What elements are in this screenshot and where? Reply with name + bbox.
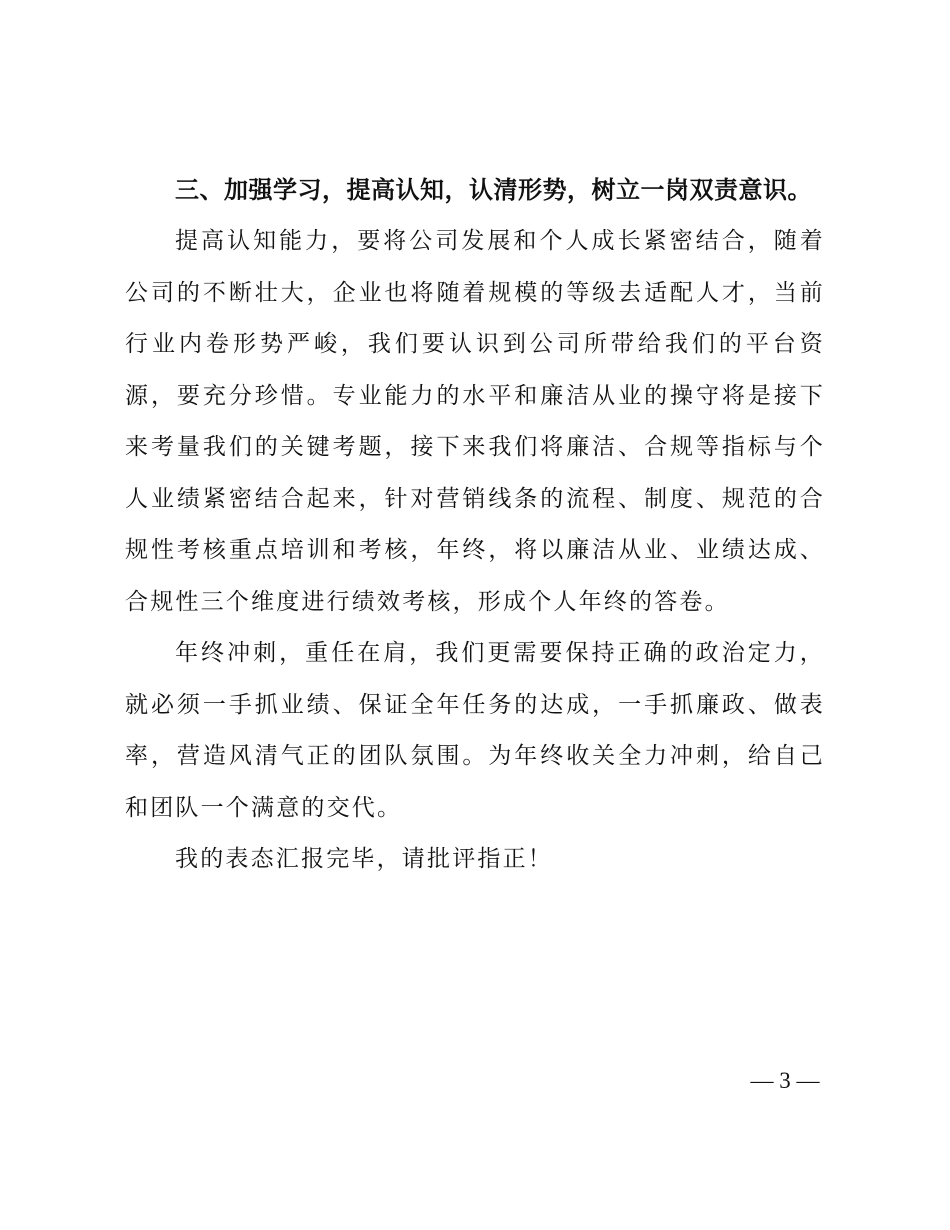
body-paragraph-3: 我的表态汇报完毕，请批评指正！ [175, 846, 553, 872]
page-number: — 3 — [750, 1068, 820, 1093]
section-heading: 三、加强学习，提高认知，认清形势，树立一岗双责意识。 [175, 176, 812, 204]
body-paragraph-2: 年终冲刺，重任在肩，我们更需要保持正确的政治定力，就必须一手抓业绩、保证全年任务的达成，一手抓廉政、做表率，营造风清气正的团队氛围。为年终收关全力冲刺，给自己和团队一个满意的交代。 [125, 640, 825, 821]
document-body [125, 168, 825, 886]
body-paragraph-1: 提高认知能力，要将公司发展和个人成长紧密结合，随着公司的不断壮大，企业也将随着规模的等级去适配人才，当前行业内卷形势严峻，我们要认识到公司所带给我们的平台资源，要充分珍惜。专业能力的水平和廉洁从业的操守将是接下来考量我们的关键考题，接下来我们将廉洁、合规等指标与个人业绩紧密结合起来，针对营销线条的流程、制度、规范的合规性考核重点培训和考核，年终，将以廉洁从业、业绩达成、合规性三个维度进行绩效考核，形成个人年终的答卷。 [125, 228, 825, 615]
